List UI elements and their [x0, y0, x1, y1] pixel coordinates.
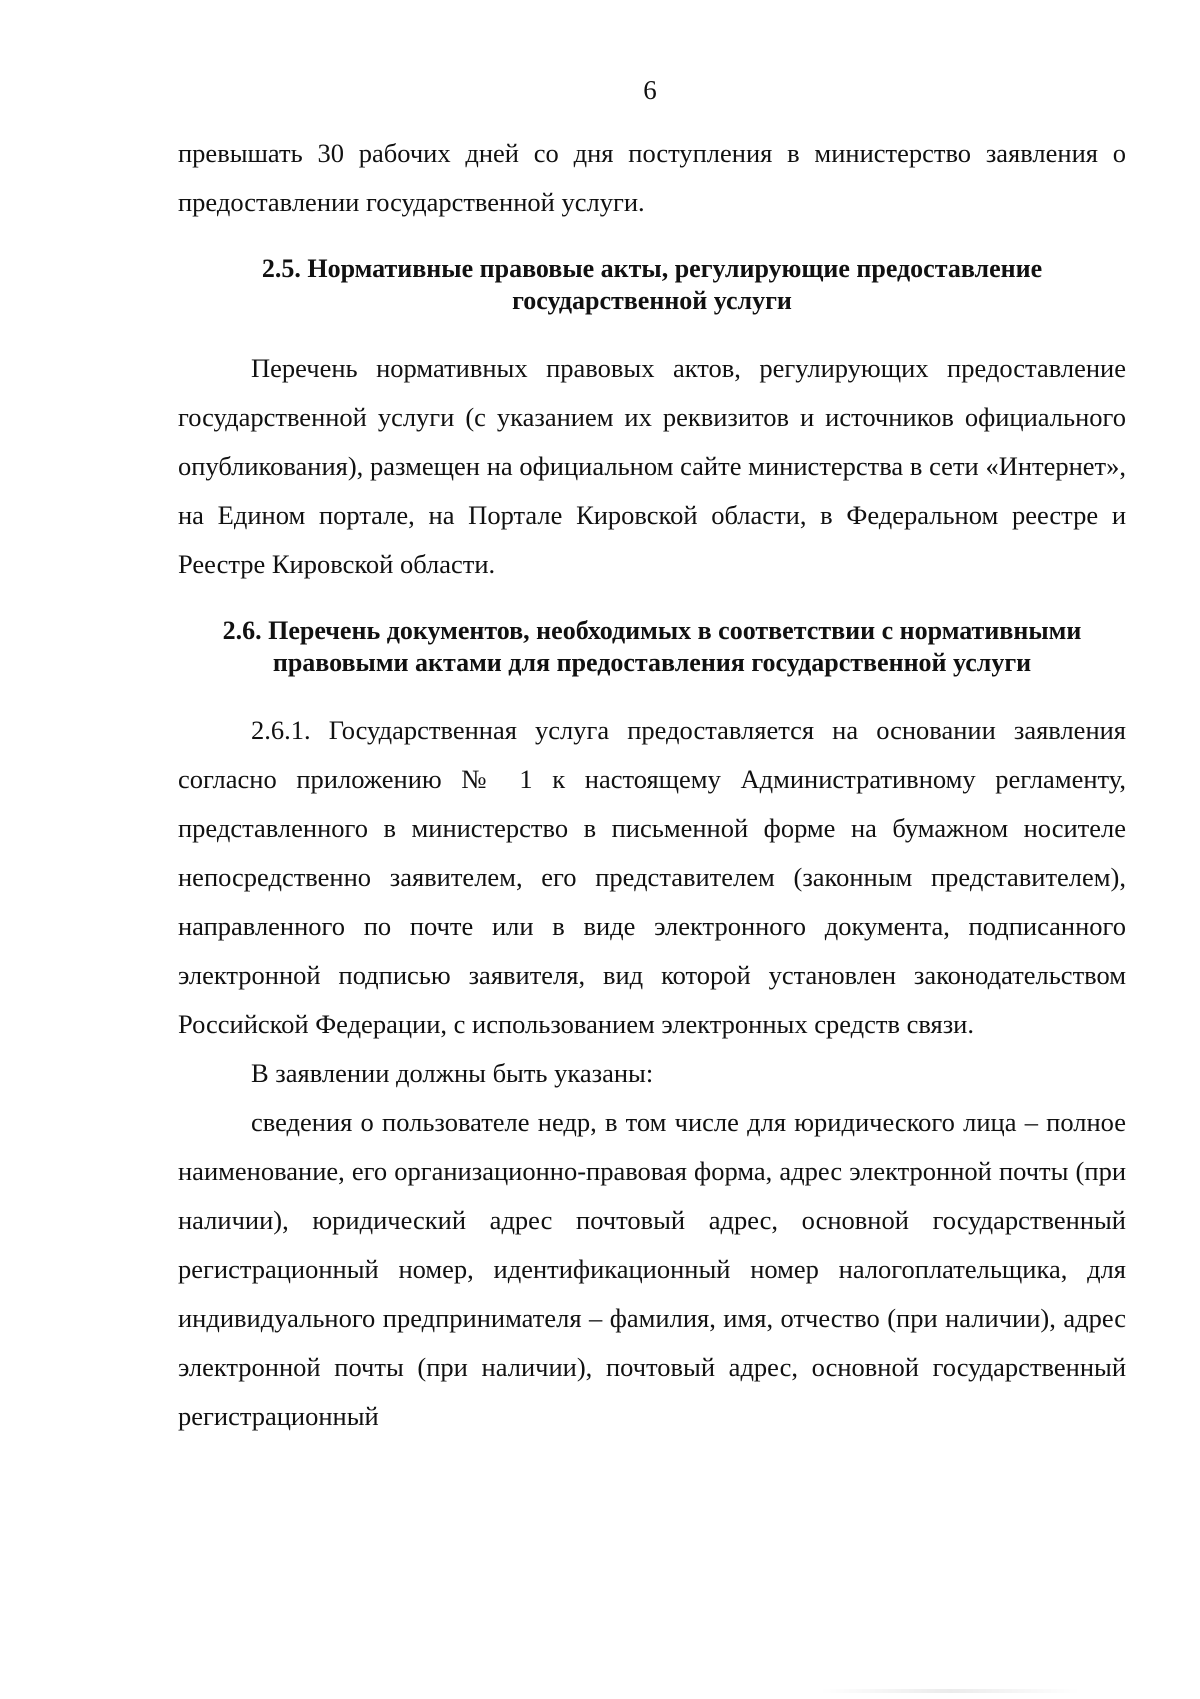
paragraph-legal-acts: Перечень нормативных правовых актов, регулирующих предоставление государственной услуги (с указанием их реквизитов и источников официального опубликования), размещен на официальном сайте министерства в сети «Интернет», на Едином портале, на Портале Кировской области, в Федеральном реестре и Реестре Кировской области.	[178, 353, 1126, 579]
document-body	[178, 129, 1126, 1441]
paragraph-application-contents: В заявлении должны быть указаны:	[251, 1058, 654, 1088]
paragraph-2-6-1: 2.6.1. Государственная услуга предоставляется на основании заявления согласно приложению № 1 к настоящему Административному регламенту, представленного в министерство в письменной форме на бумажном носителе непосредственно заявителем, его представителем (законным представителем), направленного по почте или в виде электронного документа, подписанного электронной подписью заявителя, вид которой установлен законодательством Российской Федерации, с использованием электронных средств связи.	[178, 715, 1126, 1039]
page-number: 6	[643, 75, 657, 105]
section-heading-2-5: 2.5. Нормативные правовые акты, регулирующие предоставление государственной услуги	[261, 254, 1043, 315]
spacer	[178, 317, 1126, 344]
spacer	[178, 589, 1126, 615]
spacer	[178, 227, 1126, 253]
scan-edge-artifact	[820, 1689, 1080, 1693]
section-heading-2-6: 2.6. Перечень документов, необходимых в соответствии с нормативными правовыми актами для предоставления государственной услуги	[222, 616, 1082, 677]
spacer	[178, 679, 1126, 706]
paragraph-continuation: превышать 30 рабочих дней со дня поступления в министерство заявления о предоставлении государственной услуги.	[178, 138, 1126, 217]
paragraph-subsoil-user-info: сведения о пользователе недр, в том числе для юридического лица – полное наименование, его организационно-правовая форма, адрес электронной почты (при наличии), юридический адрес почтовый адрес, основной государственный регистрационный номер, идентификационный номер налогоплательщика, для индивидуального предпринимателя – фамилия, имя, отчество (при наличии), адрес электронной почты (при наличии), почтовый адрес, основной государственный регистрационный	[178, 1107, 1126, 1431]
